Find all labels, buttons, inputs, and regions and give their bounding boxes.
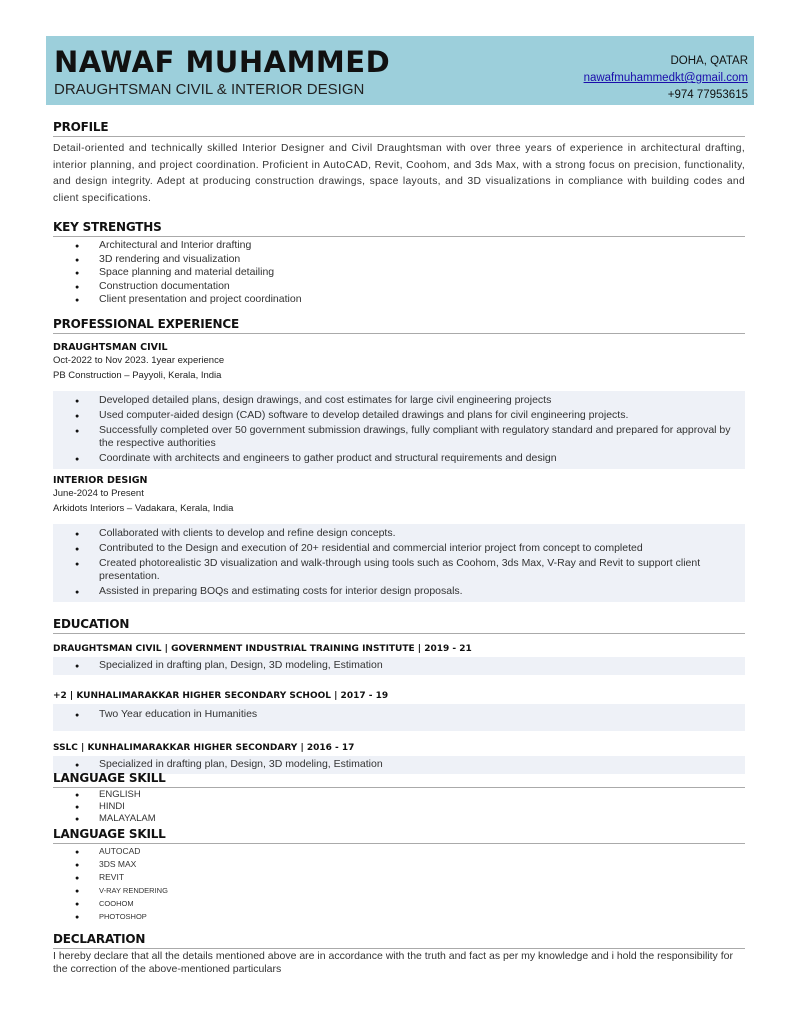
job-bullet: ● Assisted in preparing BOQs and estimating costs for interior design proposals. [53,585,745,598]
job-company: Arkidots Interiors – Vadakara, Kerala, India [53,503,234,514]
language-item: ● MALAYALAM [53,813,745,825]
declaration-section [53,932,745,976]
job-bullets [53,524,745,602]
language-list [53,789,745,825]
software-item: ● PHOTOSHOP [53,910,745,923]
software-item: ● COOHOM [53,897,745,910]
phone-text: +974 77953615 [667,89,748,101]
candidate-role: DRAUGHTSMAN CIVIL & INTERIOR DESIGN [54,81,365,98]
job-dates: June-2024 to Present [53,488,144,499]
profile-text: Detail-oriented and technically skilled Interior Designer and Civil Draughtsman with over three years of experience in architectural drafting, interior planning, and project coordination. Proficient in AutoCAD, Revit, Coohom, and 3ds Max, with a strong focus on precision, functionality, and design integrity. Adept at producing construction drawings, space layouts, and 3D visualizations in compliance with building codes and client specifications. [53,143,745,204]
education-section [53,617,745,774]
software-item: ● 3DS MAX [53,858,745,871]
job-bullet: ● Coordinate with architects and engineers to gather product and structural requirements and design [53,452,745,465]
candidate-name: NAWAF MUHAMMED [54,45,391,79]
software-list [53,845,745,923]
education-bullet: ● Two Year education in Humanities [53,708,745,722]
education-bullet: ● Specialized in drafting plan, Design, 3D modeling, Estimation [53,758,745,772]
job-bullet: ● Used computer-aided design (CAD) software to develop detailed drawings and plans for civil engineering projects. [53,409,745,422]
strength-item: ● Space planning and material detailing [53,266,745,280]
education-bullets [53,657,745,675]
software-item: ● V-RAY RENDERING [53,884,745,897]
experience-section [53,317,745,602]
profile-heading: PROFILE [53,120,745,137]
software-heading: LANGUAGE SKILL [53,827,745,844]
job-bullet: ● Contributed to the Design and execution of 20+ residential and commercial interior project from concept to completed [53,542,745,555]
language-section [53,771,745,825]
declaration-text: I hereby declare that all the details mentioned above are in accordance with the truth and fact as per my knowledge and i hold the responsibility for the correction of the above-mentioned particulars [53,950,733,975]
strengths-section [53,220,745,307]
header-banner [46,36,754,105]
education-entry-title: SSLC | KUNHALIMARAKKAR HIGHER SECONDARY | 2016 - 17 [53,743,355,753]
language-heading: LANGUAGE SKILL [53,771,745,788]
strengths-list [53,239,745,307]
language-item: ● HINDI [53,801,745,813]
experience-heading: PROFESSIONAL EXPERIENCE [53,317,745,334]
strengths-heading: KEY STRENGTHS [53,220,745,237]
job-bullet: ● Created photorealistic 3D visualization and walk-through using tools such as Coohom, 3ds Max, V-Ray and Revit to support client presentation. [53,557,745,583]
job-bullet: ● Developed detailed plans, design drawings, and cost estimates for large civil engineering projects [53,394,745,407]
strength-item: ● Architectural and Interior drafting [53,239,745,253]
strength-item: ● 3D rendering and visualization [53,253,745,267]
software-section [53,827,745,923]
software-item: ● AUTOCAD [53,845,745,858]
profile-section [53,120,745,207]
location-text: DOHA, QATAR [670,55,748,67]
education-heading: EDUCATION [53,617,745,634]
job-bullet: ● Collaborated with clients to develop and refine design concepts. [53,527,745,540]
education-entry-title: +2 | KUNHALIMARAKKAR HIGHER SECONDARY SCHOOL | 2017 - 19 [53,690,389,701]
email-link[interactable]: nawafmuhammedkt@gmail.com [583,72,748,84]
education-entry-title: DRAUGHTSMAN CIVIL | GOVERNMENT INDUSTRIAL TRAINING INSTITUTE | 2019 - 21 [53,644,472,654]
strength-item: ● Client presentation and project coordination [53,293,745,307]
contact-block [584,53,748,104]
declaration-heading: DECLARATION [53,932,745,949]
education-bullet: ● Specialized in drafting plan, Design, 3D modeling, Estimation [53,659,745,673]
job-company: PB Construction – Payyoli, Kerala, India [53,370,222,381]
software-item: ● REVIT [53,871,745,884]
strength-item: ● Construction documentation [53,280,745,294]
job-title: DRAUGHTSMAN CIVIL [53,342,168,353]
education-bullets [53,704,745,732]
job-dates: Oct-2022 to Nov 2023. 1year experience [53,355,225,366]
job-title: INTERIOR DESIGN [53,475,148,486]
job-bullets [53,391,745,469]
job-bullet: ● Successfully completed over 50 government submission drawings, fully compliant with regulatory standard and prepared for approval by the respective authorities [53,424,745,450]
language-item: ● ENGLISH [53,789,745,801]
